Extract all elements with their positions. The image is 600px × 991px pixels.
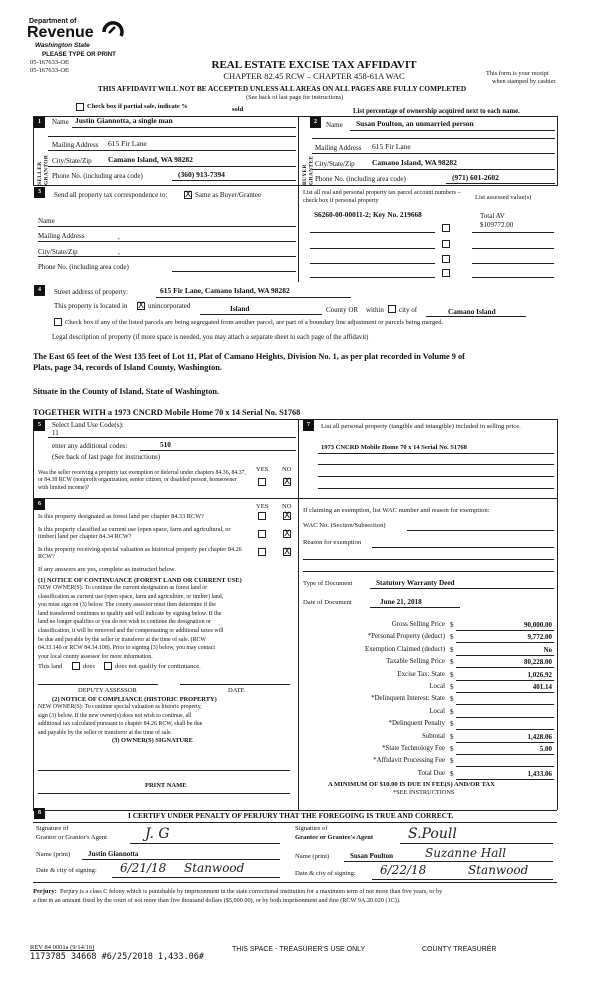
revenue-wordmark: Revenue <box>27 24 94 41</box>
grantor-city[interactable]: Stanwood <box>184 861 245 875</box>
doc-type-label: Type of Document <box>303 580 353 587</box>
treasurer-use-label: THIS SPACE - TREASURER'S USE ONLY <box>232 946 366 953</box>
section-8-marker: 8 <box>34 808 45 819</box>
historic-question: Is this property receiving special valuation as historical property per chapter 84.26 RCW? <box>38 546 242 561</box>
does-not-qualify-checkbox[interactable] <box>104 662 112 670</box>
see-instructions: *SEE INSTRUCTIONS <box>393 789 455 796</box>
rule <box>298 116 299 186</box>
dept-label: Department of <box>29 18 77 25</box>
exemption-question: Was the seller receiving a property tax exemption or deferral under chapters 84.36, 84.37, or 84.38 RCW (nonprofit organization, senior citizen, or disabled person, homeowner with limited income)? <box>38 470 246 491</box>
grantor-signature[interactable]: J. G <box>145 826 170 842</box>
currency-sign: $ <box>450 732 454 741</box>
rule <box>557 419 558 810</box>
seller-address-label: Mailing Address <box>52 141 99 149</box>
notice-line: your local county assessor for more information. <box>38 653 153 660</box>
receipt-2: when stamped by cashier. <box>492 78 557 85</box>
seller-name[interactable]: Justin Giannotta, a single man <box>75 116 173 125</box>
notice-line: land no longer qualifies or you do not wish to continue the designation or <box>38 619 211 626</box>
rule <box>472 248 554 249</box>
form-title: REAL ESTATE EXCISE TAX AFFIDAVIT <box>211 59 417 71</box>
personal-property-checkbox[interactable] <box>442 224 450 232</box>
currency-sign: $ <box>450 621 454 629</box>
doc-date[interactable]: June 21, 2018 <box>380 598 422 606</box>
currency-sign: $ <box>450 745 454 753</box>
code-1: 05-167633-OE <box>30 59 69 66</box>
grantee-name-handwritten[interactable]: Suzanne Hall <box>425 846 507 860</box>
rule <box>310 263 435 264</box>
buyer-city-label: City/State/Zip <box>315 160 355 168</box>
total-av-label: Total AV <box>480 212 505 220</box>
grantee-sig-of: Signature of <box>295 825 328 832</box>
form-chapter: CHAPTER 82.45 RCW – CHAPTER 458-61A WAC <box>223 71 405 81</box>
rule <box>400 843 553 844</box>
rule <box>298 419 299 810</box>
yes-header: YES <box>256 503 269 510</box>
currency-sign: $ <box>450 670 454 679</box>
land-use-label: Select Land Use Code(s): <box>52 421 124 429</box>
notice-line: NEW OWNER(S): To continue special valuation as historic property, <box>38 704 202 710</box>
notice-line: classification as current use (open space, farm and agriculture, or timber) land, <box>38 593 224 600</box>
land-use-code[interactable]: 11 <box>52 429 59 437</box>
assessed-header: List assessed value(s) <box>475 194 532 201</box>
tax-row-label: *State Technology Fee <box>382 745 445 752</box>
rule <box>472 263 554 264</box>
rule <box>372 547 554 548</box>
tax-row-value[interactable]: 9,772.00 <box>527 633 552 642</box>
currency-sign: $ <box>450 769 454 778</box>
land-use-see-back: (See back of last page for instructions) <box>52 453 161 461</box>
unincorporated-label: unincorporated <box>148 302 191 310</box>
rule <box>72 127 296 128</box>
rule <box>456 717 554 718</box>
grantor-sig-of: Signature of <box>36 825 69 832</box>
forest-yes-checkbox[interactable] <box>258 512 266 520</box>
tax-row-label: Excise Tax: State <box>397 670 445 678</box>
certify-statement: I CERTIFY UNDER PENALTY OF PERJURY THAT THE FOREGOING IS TRUE AND CORRECT. <box>128 811 454 820</box>
corr-address-label: Mailing Address <box>38 232 85 240</box>
buyer-address[interactable]: 615 Fir Lane <box>372 142 411 151</box>
state-label: Washington State <box>35 42 90 49</box>
grantor-name[interactable]: Justin Giannotta <box>88 850 139 858</box>
currency-sign: $ <box>450 707 454 716</box>
notice-2-title: (2) NOTICE OF COMPLIANCE (HISTORIC PROPERTY) <box>52 696 217 703</box>
perjury-text-2: a fine in an amount fixed by the court of not more than five thousand dollars ($5,000.00), or by both imprisonment and fine (RCW 9A.20.020 (1C)). <box>33 897 401 904</box>
rule <box>456 642 554 643</box>
grantee-name-print-label: Name (print) <box>295 853 330 860</box>
corr-city-label: City/State/Zip <box>38 248 78 256</box>
rule <box>172 180 296 181</box>
current-use-no-checkbox[interactable] <box>283 530 291 538</box>
this-land-label: This land <box>38 663 63 670</box>
rule <box>33 498 298 499</box>
rule <box>372 879 553 880</box>
parcel-number[interactable]: S6260-00-00011-2; Key No. 219668 <box>314 210 422 219</box>
within-label: within <box>366 306 384 314</box>
section-7-marker: 7 <box>303 420 314 431</box>
rule <box>48 150 296 151</box>
notice-line: classification, it will be removed and the compensating or additional taxes will <box>38 628 224 634</box>
rule <box>33 822 557 823</box>
rule <box>456 729 554 730</box>
rule <box>112 877 280 878</box>
tax-row-label: *Delinquent Penalty <box>388 720 445 728</box>
buyer-address-label: Mailing Address <box>315 144 362 152</box>
reason-label: Reason for exemption <box>303 539 362 546</box>
assessor-date-label: DATE <box>228 687 245 694</box>
notice-line: you must sign on (3) below. The county assessor must then determine if the <box>38 602 216 609</box>
rule <box>303 571 554 572</box>
rev-number: REV 84 0001a (9/14/16) <box>30 944 95 951</box>
grantee-date-city-label: Date & city of signing: <box>295 870 356 877</box>
personal-property-value[interactable]: 1973 CNCRD Mobile Home 70 x 14 Serial No. S1768 <box>321 444 467 451</box>
tax-row-label: Total Due <box>417 769 445 777</box>
does-label: does <box>83 663 95 670</box>
same-as-buyer-label: Same as Buyer/Grantee <box>195 191 262 199</box>
buyer-name-label: Name <box>326 121 343 129</box>
rule <box>446 183 555 184</box>
notice-line: and payable by the seller or transferor at the time of sale. <box>38 729 173 736</box>
rule <box>298 498 557 499</box>
rule <box>82 859 280 860</box>
rule <box>33 419 557 420</box>
type-print: PLEASE TYPE OR PRINT <box>42 51 116 58</box>
rule <box>38 770 290 771</box>
deputy-assessor-label: DEPUTY ASSESSOR <box>78 687 137 694</box>
rule <box>312 169 555 170</box>
rule <box>557 116 558 186</box>
total-av-value[interactable]: $109772.00 <box>480 221 514 229</box>
exemption-label: If claiming an exemption, list WAC number and reason for exemption: <box>303 507 490 514</box>
seller-city-label: City/State/Zip <box>52 157 92 165</box>
legal-label: Legal description of property (if more space is needed, you may attach a separate sheet to each page of the affidavit) <box>52 334 369 341</box>
exemption-no-checkbox[interactable] <box>283 478 291 486</box>
personal-property-checkbox[interactable] <box>442 240 450 248</box>
grantee-city[interactable]: Stanwood <box>468 863 529 877</box>
unincorporated-checkbox[interactable] <box>137 302 145 310</box>
city-of-label: city of <box>399 306 418 314</box>
rule <box>456 630 554 631</box>
within-city-checkbox[interactable] <box>388 305 396 313</box>
rule <box>318 464 554 465</box>
rule <box>344 861 553 862</box>
rule <box>456 692 554 693</box>
wac-label: WAC No. (Section/Subsection) <box>303 522 386 529</box>
if-yes-note: If any answers are yes, complete as instructed below. <box>38 566 176 573</box>
tax-row-label: *Delinquent Interest: State <box>371 695 445 703</box>
corr-phone-label: Phone No. (including area code) <box>38 263 129 271</box>
correspondence-label: Send all property tax correspondence to: <box>54 191 168 199</box>
yes-header: YES <box>256 466 269 473</box>
code-2: 05-167633-OE <box>30 67 69 74</box>
rule <box>456 754 554 755</box>
rule <box>370 588 554 589</box>
partial-sale-checkbox[interactable] <box>76 103 84 111</box>
same-as-buyer-checkbox[interactable] <box>184 191 192 199</box>
exemption-yes-checkbox[interactable] <box>258 478 266 486</box>
section-6-marker: 6 <box>34 499 45 510</box>
tax-row-label: Taxable Selling Price <box>386 658 445 666</box>
rule <box>456 667 554 668</box>
grantor-date-city-label: Date & city of signing: <box>36 867 97 874</box>
seller-vertical-label: SELLER GRANTOR <box>37 154 50 185</box>
rule <box>33 419 34 810</box>
rule <box>38 241 296 242</box>
section-1-marker: 1 <box>34 117 45 128</box>
minimum-note: A MINIMUM OF $10.00 IS DUE IN FEE(S) AND/OR TAX <box>328 781 495 788</box>
perjury-text: Perjury is a class C felony which is punishable by imprisonment in the state correctional institution for a maximum term of not more than five years, or by <box>60 888 443 895</box>
rule <box>48 166 296 167</box>
rule <box>33 185 557 186</box>
currency-sign: $ <box>450 633 454 642</box>
revenue-logo <box>27 18 127 53</box>
seller-address[interactable]: 615 Fir Lane <box>108 139 147 148</box>
rule <box>350 130 555 131</box>
rule <box>426 316 526 317</box>
parcel-header: List all real and personal property tax parcel account numbers – check box if personal property <box>303 189 461 204</box>
tax-row-value[interactable]: 5.00 <box>539 745 552 753</box>
tax-row-value[interactable]: 401.14 <box>532 683 552 691</box>
currency-sign: $ <box>450 658 454 667</box>
perjury-label: Perjury: <box>33 888 57 895</box>
does-qualify-checkbox[interactable] <box>72 662 80 670</box>
rule <box>38 793 290 794</box>
current-use-yes-checkbox[interactable] <box>258 530 266 538</box>
grantee-date[interactable]: 6/22/18 <box>380 863 427 877</box>
segregate-label: Check box if any of the listed parcels are being segregated from another parcel, are part of a boundary line adjustment or parcels being merged. <box>65 319 444 326</box>
rule <box>472 277 554 278</box>
street-address[interactable]: 615 Fir Lane, Camano Island, WA 98282 <box>160 286 290 295</box>
seller-phone-label: Phone No. (including area code) <box>52 172 143 180</box>
section-4-marker: 4 <box>34 285 45 296</box>
revenue-swoosh-icon <box>101 20 125 42</box>
rule <box>140 450 296 451</box>
print-name-label: PRINT NAME <box>145 782 187 789</box>
rule <box>38 256 296 257</box>
corr-comma: , <box>118 248 120 256</box>
tax-row-label: Local <box>429 683 445 690</box>
tax-row-value[interactable]: 1,026.92 <box>527 670 552 679</box>
county-or-label: County OR <box>326 306 359 314</box>
rule <box>456 680 554 681</box>
no-header: NO <box>282 503 292 510</box>
rule <box>456 742 554 743</box>
rule <box>456 779 554 780</box>
personal-property-checkbox[interactable] <box>442 269 450 277</box>
forest-no-checkbox[interactable] <box>283 512 291 520</box>
situate[interactable]: Situate in the County of Island, State of Washington. <box>33 387 220 396</box>
treasurer-stamp: 1173785 34668 #6/25/2018 1,433.06# <box>30 952 204 962</box>
ownership-note: List percentage of ownership acquired next to each name. <box>353 108 520 115</box>
county-name[interactable]: Island <box>230 304 250 313</box>
receipt-1: This form is your receipt <box>486 70 549 77</box>
sold-label: sold <box>232 106 244 113</box>
together-with[interactable]: TOGETHER WITH a 1973 CNCRD Mobile Home 70 x 14 Serial No. S1768 <box>33 408 301 417</box>
rule <box>303 559 554 560</box>
rule <box>318 488 554 489</box>
buyer-vertical-label: BUYER GRANTEE <box>302 155 315 185</box>
notice-line: sign (3) below. If the new owner(s) does not wish to continue, all <box>38 712 192 719</box>
no-header: NO <box>282 466 292 473</box>
rule <box>38 684 158 685</box>
rule <box>456 766 554 767</box>
street-label: Street address of property: <box>54 288 129 296</box>
historic-yes-checkbox[interactable] <box>258 548 266 556</box>
rule <box>456 655 554 656</box>
rule <box>472 232 554 233</box>
rule <box>298 186 299 282</box>
rule <box>130 843 280 844</box>
section-5-marker: 5 <box>34 420 45 431</box>
legal-desc-1[interactable]: The East 65 feet of the West 135 feet of Lot 11, Plat of Camano Heights, Division No. 1, as per plat recorded in Volume 9 of <box>33 352 465 361</box>
rule <box>200 314 322 315</box>
buyer-name[interactable]: Susan Poulton, an unmarried person <box>356 119 474 128</box>
rule <box>407 530 554 531</box>
grantee-name[interactable]: Susan Poulton <box>350 852 393 860</box>
section-2-marker: 2 <box>310 117 321 128</box>
segregate-checkbox[interactable] <box>54 318 62 326</box>
rule <box>312 138 555 139</box>
personal-property-checkbox[interactable] <box>442 255 450 263</box>
warning: THIS AFFIDAVIT WILL NOT BE ACCEPTED UNLESS ALL AREAS ON ALL PAGES ARE FULLY COMPLETED <box>98 84 467 93</box>
doc-date-label: Date of Document <box>303 599 352 606</box>
rule <box>172 271 296 272</box>
tax-row-value[interactable]: 90,000.00 <box>524 621 552 629</box>
additional-codes-label: enter any additional codes: <box>52 442 128 450</box>
tax-row-label: *Affidavit Processing Fee <box>373 757 445 765</box>
currency-sign: $ <box>450 683 454 691</box>
seller-name-label: Name <box>52 118 69 126</box>
rule <box>156 297 351 298</box>
corr-name-label: Name <box>38 217 55 225</box>
rule <box>48 136 296 137</box>
does-not-label: does not qualify for continuance. <box>115 663 201 670</box>
grantee-signature[interactable]: S.Poull <box>408 826 457 842</box>
rule <box>318 453 554 454</box>
buyer-phone-label: Phone No. (including area code) <box>315 175 406 183</box>
rule <box>370 607 460 608</box>
historic-no-checkbox[interactable] <box>283 548 291 556</box>
buyer-city[interactable]: Camano Island, WA 98282 <box>372 158 457 167</box>
located-label: This property is located in <box>54 302 128 310</box>
notice-line: additional tax calculated pursuant to chapter 84.26 RCW, shall be due <box>38 721 203 728</box>
rule <box>312 153 555 154</box>
forest-question: Is this property designated as forest land per chapter 84.33 RCW? <box>38 513 204 520</box>
rule <box>38 226 296 227</box>
current-use-question: Is this property classified as current use (open space, farm and agricultural, or timber) land per chapter 84.34 RCW? <box>38 526 231 541</box>
county-treasurer-label: COUNTY TREASURER <box>422 946 497 953</box>
notice-line: land transferred continues to qualify and will indicate by signing below. If the <box>38 610 222 617</box>
currency-sign: $ <box>450 757 454 766</box>
currency-sign: $ <box>450 695 454 704</box>
rule <box>33 882 557 883</box>
tax-row-value[interactable]: 1,428.06 <box>527 732 552 741</box>
rule <box>48 437 296 438</box>
tax-row-value[interactable]: 80,228.00 <box>524 658 552 667</box>
city-name[interactable]: Camano Island <box>448 307 496 316</box>
tax-row-label: Local <box>429 707 445 715</box>
partial-sale-label: Check box if partial sale, indicate % <box>87 103 188 110</box>
rule <box>310 277 435 278</box>
notice-line: be due and payable by the seller or transferor at the time of sale. (RCW <box>38 636 206 643</box>
doc-type[interactable]: Statutory Warranty Deed <box>376 579 455 587</box>
section-3-marker: 3 <box>34 187 45 198</box>
corr-comma: , <box>118 233 120 241</box>
rule <box>456 704 554 705</box>
rule <box>180 684 290 685</box>
seller-phone[interactable]: (360) 913-7394 <box>178 170 225 179</box>
personal-property-label: List all personal property (tangible and intangible) included in selling price. <box>321 423 521 430</box>
notice-line: 84.33.140 or RCW 84.34.108). Prior to signing (3) below, you may contact <box>38 645 216 652</box>
tax-row-label: Subtotal <box>422 732 445 740</box>
grantor-date[interactable]: 6/21/18 <box>120 861 167 875</box>
rule <box>318 476 554 477</box>
currency-sign: $ <box>450 720 454 729</box>
notice-line: NEW OWNER(S): To continue the current designation as forest land or <box>38 585 208 591</box>
tax-row-label: Exemption Claimed (deduct) <box>365 645 445 653</box>
seller-city[interactable]: Camano Island, WA 98282 <box>108 155 193 164</box>
owner-signature-label: (3) OWNER(S) SIGNATURE <box>112 737 193 744</box>
tax-row-label: *Personal Property (deduct) <box>367 633 445 641</box>
additional-code[interactable]: 510 <box>160 440 171 449</box>
tax-row-value[interactable]: No <box>543 645 552 654</box>
notice-1-title: (1) NOTICE OF CONTINUANCE (FOREST LAND OR CURRENT USE) <box>38 577 242 584</box>
tax-row-value[interactable]: 1,433.06 <box>527 769 552 778</box>
rule <box>310 248 435 249</box>
tax-row-label: Gross Selling Price <box>391 621 445 628</box>
rule <box>310 232 435 233</box>
buyer-phone[interactable]: (971) 601-2602 <box>452 173 499 182</box>
grantor-name-print-label: Name (print) <box>36 851 71 858</box>
legal-desc-2[interactable]: Plats, page 34, records of Island County, Washington. <box>33 363 222 372</box>
grantee-agent-label: Grantee or Grantee's Agent <box>295 834 374 841</box>
currency-sign: $ <box>450 645 454 654</box>
grantor-agent-label: Grantor or Grantor's Agent <box>36 834 107 841</box>
see-back: (See back of last page for instructions) <box>246 94 344 101</box>
